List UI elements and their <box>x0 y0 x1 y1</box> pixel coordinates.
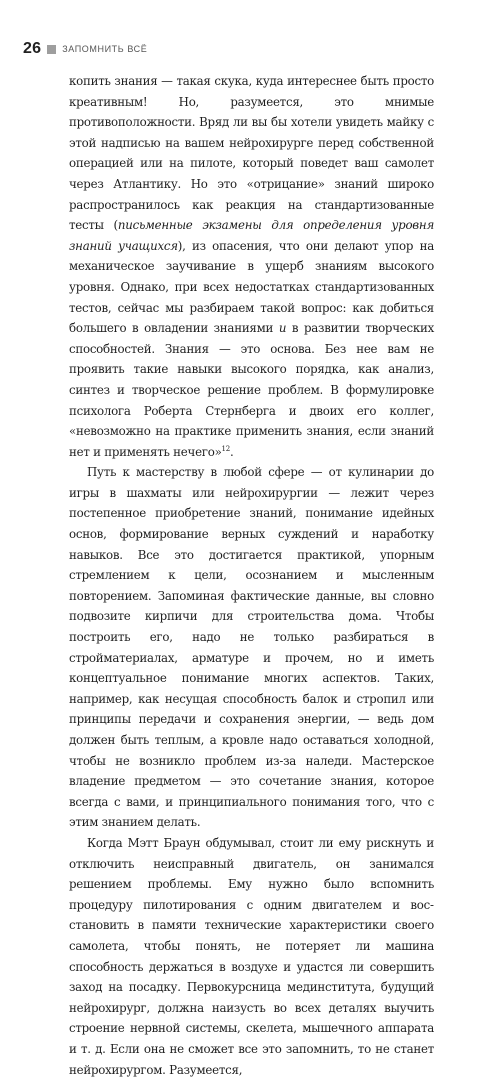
square-icon <box>47 45 56 54</box>
footnote-marker: 12 <box>221 444 230 453</box>
paragraph: Путь к мастерству в любой сфере — от кулинарии до игры в шахматы или нейрохирургии — лежит через постепенное приобретение знаний, понимание идейных основ, формирование верных суждений и наработку навыков. Все это достигается практикой, упорным стремлением к цели, осознанием и мысленным повторением. Запоминая фактические данные, вы словно подвозите кирпичи для строительства дома. Чтобы построить его, надо не только разбираться в стройматериалах, арматуре и прочем, но и иметь концептуальное понимание многих аспектов. Таких, например, как несущая способность балок и стропил или принципы передачи и сохранения энергии, — ведь дом должен быть теплым, а кровле надо оставаться холодной, чтобы не возникло проблем из-за наледи. Мастерское владение предметом — это сочетание знания, которое всегда с вами, и принципиального понимания того, что с этим знанием делать. <box>69 465 434 830</box>
paragraph-text: . <box>229 444 234 459</box>
section-title: ЗАПОМНИТЬ ВСЁ <box>62 44 148 54</box>
page-number: 26 <box>23 40 42 57</box>
paragraph-text: копить знания — такая скука, куда интереснее быть просто креативным! Но, разумеется, это мнимые противоположности. Вряд ли вы бы хотели увидеть майку с этой надписью на вашем нейрохирурге перед собственной операцией или на пилоте, который поведет ваш самолет через Атлантику. Но это «отрицание» знаний широко распространилось как реакция на стандартизованные тесты ( <box>69 74 434 233</box>
paragraph-text: ), из опасения, что они делают упор на механическое заучивание в ущерб знаниям высокого уровня. Однако, при всех недостатках стандартизованных тестов, сейчас мы разбираем такой вопрос: как добиться большего в овладении знаниями <box>69 238 434 336</box>
italic-text: письменные экзамены для определения уровня знаний учащихся <box>69 218 435 253</box>
italic-text: и <box>278 321 287 336</box>
body-text <box>69 71 434 1080</box>
paragraph <box>69 71 434 462</box>
paragraph: Когда Мэтт Браун обдумывал, стоит ли ему рискнуть и отключить неисправный двигатель, он занимался решением проблемы. Ему нужно было вспомнить процедуру пилотирования с одним двигателем и восстановить в памяти технические характеристики своего самолета, чтобы понять, не потеряет ли машина способность держаться в воздухе и удастся ли совершить заход на посадку. Первокурсница мединститута, будущий нейрохирург, должна наизусть во всех деталях выучить строение нервной системы, скелета, мышечного аппарата и т. д. Если она не сможет все это запомнить, то не станет нейрохирургом. Разумеется, <box>69 835 434 1077</box>
running-head <box>23 40 147 58</box>
paragraph-text: в развитии творческих способностей. Знания — это основа. Без нее вам не проявить такие навыки высокого порядка, как анализ, синтез и творческое решение проблем. В формулировке психолога Роберта Стернберга и двоих его коллег, «невозможно на практике применить знания, если знаний нет и применять нечего» <box>69 321 434 459</box>
